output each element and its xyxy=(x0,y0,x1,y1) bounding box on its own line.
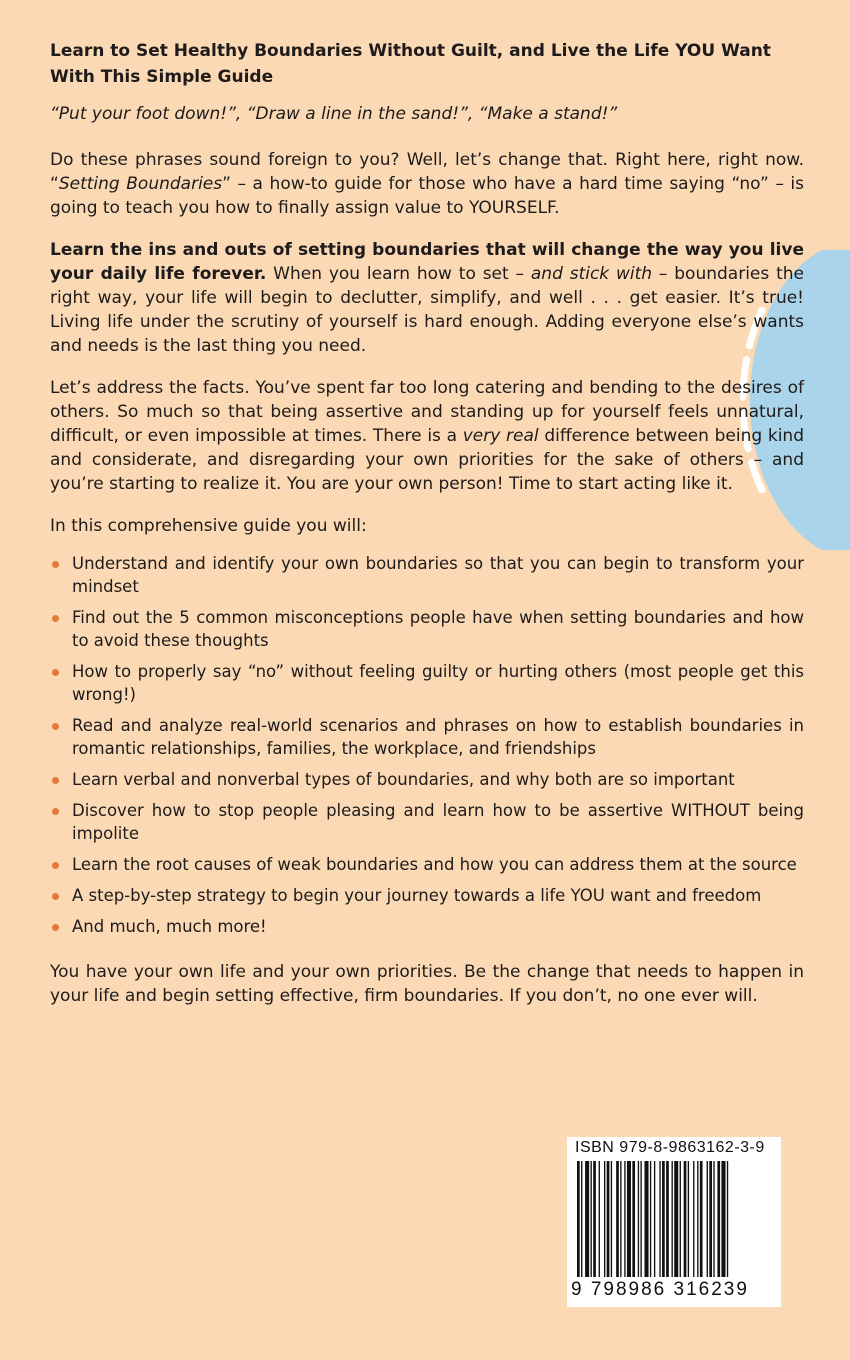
barcode-bar xyxy=(599,1161,600,1277)
bullet-icon xyxy=(52,924,59,931)
paragraph-facts: Let’s address the facts. You’ve spent far too long catering and bending to the desires of others. So much so that being assertive and standing up for yourself feels unnatural, difficult, or even impossible at times. There is a very real difference between being kind and considerate, and disregarding your own priorities for the sake of others – and you’re starting to realize it. You are your own person! Time to start acting like it. xyxy=(50,378,805,494)
barcode-bar xyxy=(684,1161,687,1277)
barcode-bar xyxy=(717,1161,720,1277)
isbn-barcode xyxy=(567,1137,781,1307)
barcode-bar xyxy=(713,1161,714,1277)
list-item: How to properly say “no” without feeling guilty or hurting others (most people get this wrong!) xyxy=(50,660,804,706)
barcode-bar xyxy=(650,1161,651,1277)
barcode-bar xyxy=(616,1161,619,1277)
list-item: And much, much more! xyxy=(50,915,804,938)
barcode-bar xyxy=(700,1161,703,1277)
barcode-bar xyxy=(707,1161,708,1277)
barcode-bar xyxy=(640,1161,641,1277)
bullet-icon xyxy=(52,893,59,900)
back-cover-text xyxy=(50,38,804,1026)
barcode-bar xyxy=(645,1161,649,1277)
barcode-bar xyxy=(727,1161,728,1277)
barcode-bar xyxy=(620,1161,621,1277)
bullet-icon xyxy=(52,777,59,784)
list-item: A step-by-step strategy to begin your journey towards a life YOU want and freedom xyxy=(50,884,804,907)
bullet-icon xyxy=(52,723,59,730)
barcode-bar xyxy=(638,1161,639,1277)
benefits-list xyxy=(50,552,804,938)
headline: Learn to Set Healthy Boundaries Without Guilt, and Live the Life YOU Want With This Simple Guide xyxy=(50,41,771,87)
barcode-bars xyxy=(573,1161,775,1277)
barcode-bar xyxy=(604,1161,605,1277)
bullet-icon xyxy=(52,615,59,622)
barcode-bar xyxy=(591,1161,592,1277)
paragraph-intro: Do these phrases sound foreign to you? Well, let’s change that. Right here, right now. “Setting Boundaries” – a how-to guide for those who have a hard time saying “no” – is going to teach you how to finally assign value to YOURSELF. xyxy=(50,150,804,218)
list-intro: In this comprehensive guide you will: xyxy=(50,516,367,536)
barcode-bar xyxy=(688,1161,689,1277)
bullet-icon xyxy=(52,561,59,568)
barcode-bar xyxy=(577,1161,580,1277)
bullet-icon xyxy=(52,669,59,676)
barcode-bar xyxy=(662,1161,665,1277)
bullet-icon xyxy=(52,808,59,815)
barcode-bar xyxy=(672,1161,673,1277)
barcode-bar xyxy=(627,1161,631,1277)
isbn-label: ISBN 979-8-9863162-3-9 xyxy=(575,1139,765,1156)
barcode-bar xyxy=(693,1161,694,1277)
barcode-bar xyxy=(674,1161,678,1277)
barcode-bar xyxy=(593,1161,596,1277)
barcode-bar xyxy=(666,1161,669,1277)
list-item: Learn verbal and nonverbal types of boundaries, and why both are so important xyxy=(50,768,804,791)
barcode-bar xyxy=(632,1161,635,1277)
barcode-bar xyxy=(585,1161,589,1277)
barcode-bar xyxy=(659,1161,660,1277)
barcode-bar xyxy=(721,1161,725,1277)
list-item: Read and analyze real-world scenarios and phrases on how to establish boundaries in romantic relationships, families, the workplace, and friendships xyxy=(50,714,804,760)
barcode-digits: 9 798986 316239 xyxy=(571,1279,749,1300)
barcode-bar xyxy=(709,1161,712,1277)
closing-paragraph: You have your own life and your own priorities. Be the change that needs to happen in your life and begin setting effective, firm boundaries. If you don’t, no one ever will. xyxy=(50,962,804,1006)
barcode-bar xyxy=(607,1161,610,1277)
barcode-bar xyxy=(581,1161,582,1277)
barcode-bar xyxy=(654,1161,655,1277)
barcode-bar xyxy=(680,1161,681,1277)
bullet-icon xyxy=(52,862,59,869)
list-item: Understand and identify your own boundaries so that you can begin to transform your mindset xyxy=(50,552,804,598)
barcode-bar xyxy=(611,1161,612,1277)
barcode-bar xyxy=(624,1161,625,1277)
barcode-bar xyxy=(697,1161,698,1277)
list-item: Learn the root causes of weak boundaries and how you can address them at the source xyxy=(50,853,804,876)
list-item: Discover how to stop people pleasing and learn how to be assertive WITHOUT being impolite xyxy=(50,799,804,845)
paragraph-benefits: Learn the ins and outs of setting boundaries that will change the way you live your daily life forever. When you learn how to set – and stick with – boundaries the right way, your life will begin to declutter, simplify, and well . . . get easier. It’s true! Living life under the scrutiny of yourself is hard enough. Adding everyone else’s wants and needs is the last thing you need. xyxy=(50,240,804,356)
tagline-quote: “Put your foot down!”, “Draw a line in the sand!”, “Make a stand!” xyxy=(50,104,618,124)
list-item: Find out the 5 common misconceptions people have when setting boundaries and how to avoid these thoughts xyxy=(50,606,804,652)
